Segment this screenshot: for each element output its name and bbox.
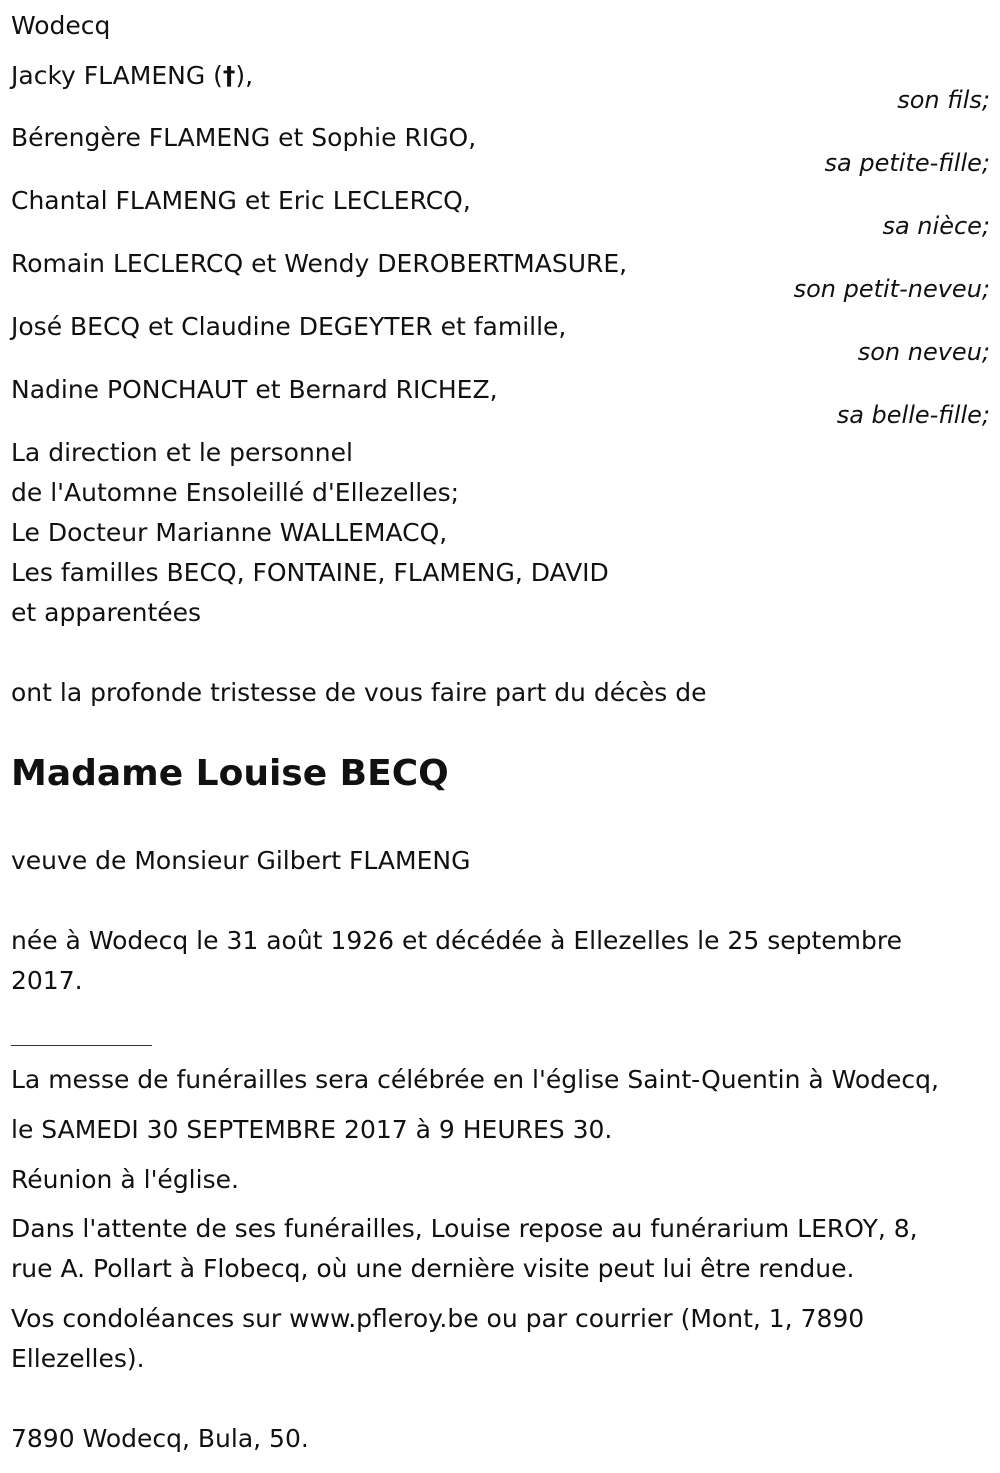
mourner-line: de l'Automne Ensoleillé d'Ellezelles; xyxy=(11,478,460,507)
widow-of-text: veuve de Monsieur Gilbert FLAMENG xyxy=(11,846,471,875)
family-relation-3: sa nièce; xyxy=(882,212,990,240)
announcement-text: ont la profonde tristesse de vous faire part du décès de xyxy=(11,678,707,707)
family-relation-6: sa belle-fille; xyxy=(836,401,990,429)
family-relation-2: sa petite-fille; xyxy=(824,149,990,177)
funeral-rest-text xyxy=(11,1209,918,1289)
other-mourners xyxy=(11,433,609,633)
funeral-meeting: Réunion à l'église. xyxy=(11,1165,239,1194)
condolences-line: Ellezelles). xyxy=(11,1344,145,1373)
deceased-name: Madame Louise BECQ xyxy=(11,753,449,794)
birth-death-line: 2017. xyxy=(11,966,83,995)
funeral-rest-line: rue A. Pollart à Flobecq, où une dernière visite peut lui être rendue. xyxy=(11,1254,855,1283)
birth-death-line: née à Wodecq le 31 août 1926 et décédée à Ellezelles le 25 septembre xyxy=(11,926,902,955)
condolences-text xyxy=(11,1299,864,1379)
family-name-6: Nadine PONCHAUT et Bernard RICHEZ, xyxy=(11,375,498,404)
funeral-mass-text: La messe de funérailles sera célébrée en l'église Saint-Quentin à Wodecq, xyxy=(11,1065,939,1094)
family-name-3: Chantal FLAMENG et Eric LECLERCQ, xyxy=(11,186,471,215)
cross-icon: † xyxy=(222,61,236,90)
birth-death-text xyxy=(11,921,902,1001)
family-name-5: José BECQ et Claudine DEGEYTER et famille, xyxy=(11,312,567,341)
family-relation-1: son fils; xyxy=(897,86,990,114)
family-relation-5: son neveu; xyxy=(857,338,990,366)
family-name-2: Bérengère FLAMENG et Sophie RIGO, xyxy=(11,123,477,152)
funeral-datetime: le SAMEDI 30 SEPTEMBRE 2017 à 9 HEURES 30. xyxy=(11,1115,613,1144)
family-name-4: Romain LECLERCQ et Wendy DEROBERTMASURE, xyxy=(11,249,628,278)
funeral-rest-line: Dans l'attente de ses funérailles, Louise repose au funérarium LEROY, 8, xyxy=(11,1214,918,1243)
family-name-1: Jacky FLAMENG (†), xyxy=(11,61,254,90)
section-divider xyxy=(11,1018,152,1058)
header-place: Wodecq xyxy=(11,11,111,40)
mourner-line: et apparentées xyxy=(11,598,202,627)
condolences-line: Vos condoléances sur www.pfleroy.be ou par courrier (Mont, 1, 7890 xyxy=(11,1304,865,1333)
mourner-line: Les familles BECQ, FONTAINE, FLAMENG, DAVID xyxy=(11,558,609,587)
family-address: 7890 Wodecq, Bula, 50. xyxy=(11,1424,309,1453)
mourner-line: Le Docteur Marianne WALLEMACQ, xyxy=(11,518,448,547)
mourner-line: La direction et le personnel xyxy=(11,438,353,467)
family-relation-4: son petit-neveu; xyxy=(793,275,990,303)
